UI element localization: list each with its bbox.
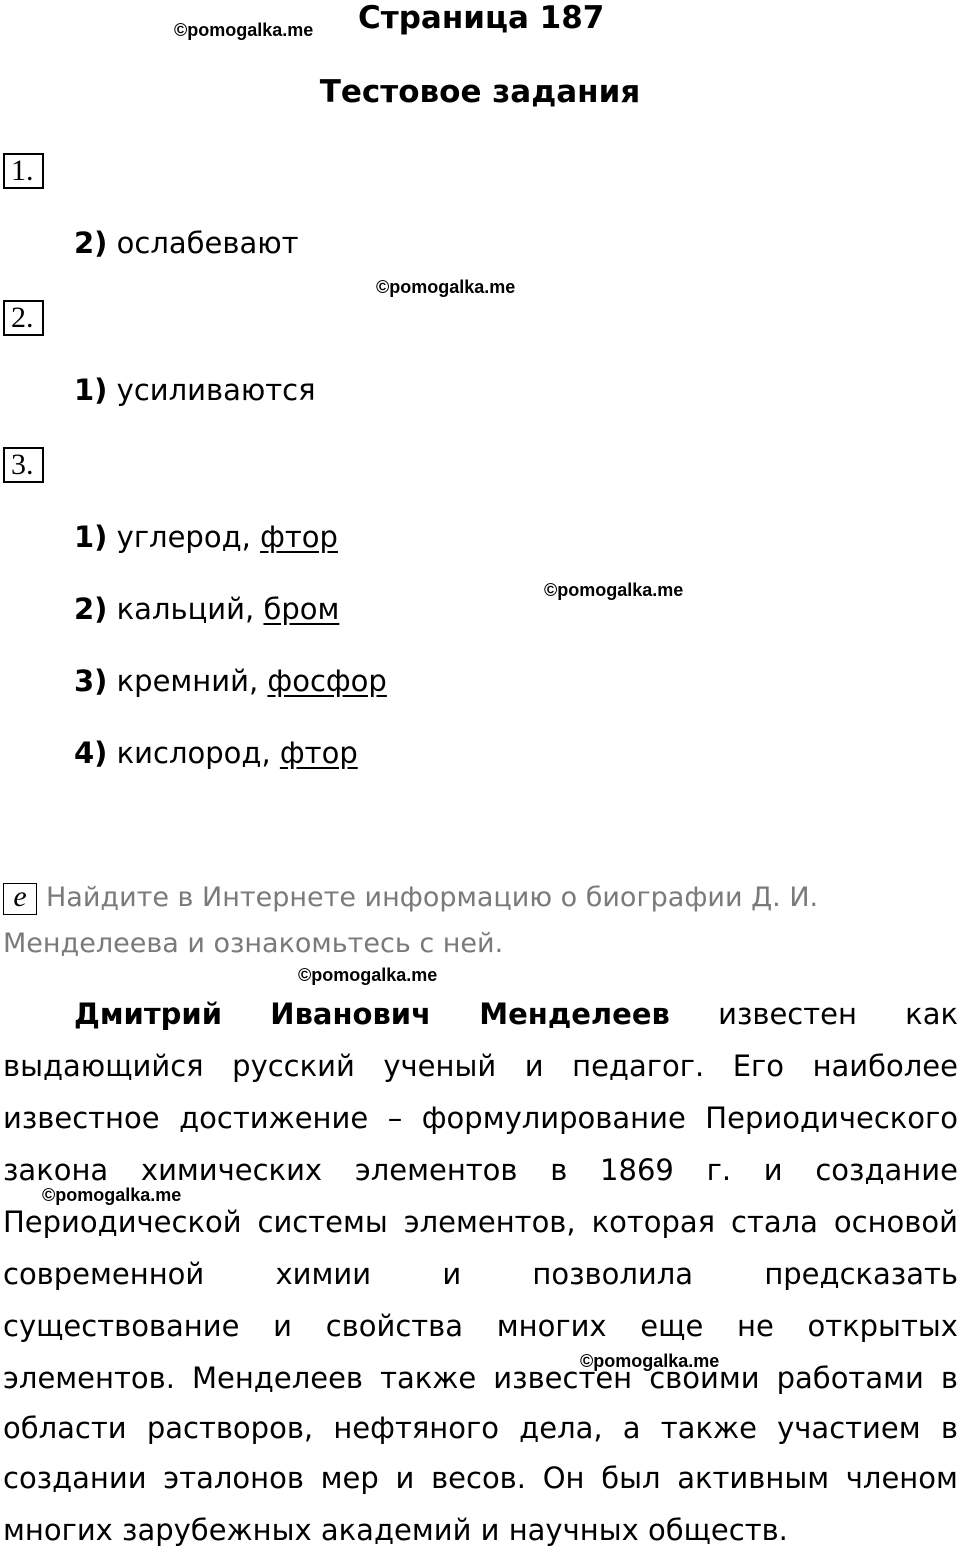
paragraph-word: позволила [532,1257,694,1291]
watermark: ©pomogalka.me [376,277,516,297]
paragraph-word: стала [731,1205,818,1239]
paragraph-word: многих зарубежных академий и научных обществ. [3,1513,788,1547]
watermark: ©pomogalka.me [580,1351,720,1371]
answer-item: 3) кремний, фосфор [74,664,387,698]
paragraph-word: закона [3,1153,109,1187]
paragraph-line [3,1360,958,1396]
paragraph-word: области [3,1411,127,1445]
paragraph-word: еще [640,1309,704,1343]
paragraph-word: эталонов [163,1461,304,1495]
paragraph-word: ученый [383,1049,497,1083]
paragraph-word: – [387,1101,403,1135]
question-number-1: 1. [3,153,44,189]
paragraph-word: а [622,1411,641,1445]
paragraph-line [3,1256,958,1292]
paragraph-word: русский [232,1049,355,1083]
paragraph-word: открытых [807,1309,958,1343]
paragraph-word: членом [845,1461,958,1495]
paragraph-word: в [550,1153,568,1187]
paragraph-word: растворов, [146,1411,314,1445]
paragraph-word: Периодического [705,1101,958,1135]
paragraph-word: своими [649,1361,760,1395]
paragraph-word: создании [3,1461,147,1495]
watermark: ©pomogalka.me [42,1185,182,1205]
paragraph-line [74,996,958,1032]
paragraph-word: в [940,1411,958,1445]
paragraph-word: создание [815,1153,958,1187]
paragraph-word: и [273,1309,293,1343]
answer-item: 1) усиливаются [74,373,316,407]
paragraph-word: не [736,1309,774,1343]
paragraph-line [3,1512,958,1548]
paragraph-word: и [763,1153,783,1187]
answer-item: 2) ослабевают [74,226,299,260]
paragraph-line [3,1048,958,1084]
paragraph-line [3,1410,958,1446]
paragraph-word: в [940,1361,958,1395]
paragraph-word: и [442,1257,462,1291]
task-text-line-2: Менделеева и ознакомьтесь с ней. [3,928,504,959]
section-title: Тестовое задания [319,74,641,110]
answer-item: 2) кальций, бром [74,592,340,626]
paragraph-word: мер [320,1461,379,1495]
paragraph-word: и [524,1049,544,1083]
paragraph-line [3,1204,958,1240]
paragraph-word: элементов, [403,1205,576,1239]
task-text-line-1: Найдите в Интернете информацию о биографии Д. И. [46,882,819,913]
paragraph-word: известен [718,997,857,1031]
paragraph-line [3,1100,958,1136]
watermark: ©pomogalka.me [298,965,438,985]
paragraph-word: основой [833,1205,958,1239]
paragraph-word: активным [677,1461,830,1495]
paragraph-word: Иванович [270,997,432,1031]
internet-task-icon: e [3,883,37,915]
paragraph-word: и [395,1461,415,1495]
answer-item: 1) углерод, фтор [74,520,338,554]
paragraph-word: дела, [519,1411,603,1445]
watermark: ©pomogalka.me [544,580,684,600]
paragraph-word: элементов [354,1153,518,1187]
paragraph-word: также [660,1411,757,1445]
paragraph-word: г. [706,1153,732,1187]
paragraph-word: существование [3,1309,240,1343]
paragraph-word: весов. [431,1461,526,1495]
paragraph-word: достижение [179,1101,369,1135]
paragraph-word: современной [3,1257,205,1291]
paragraph-word: формулирование [421,1101,686,1135]
paragraph-word: был [601,1461,661,1495]
paragraph-line [3,1460,958,1496]
paragraph-line [3,1308,958,1344]
paragraph-word: которая [591,1205,716,1239]
paragraph-word: наиболее [812,1049,958,1083]
paragraph-word: как [905,997,958,1031]
paragraph-word: также [380,1361,477,1395]
paragraph-word: педагог. [572,1049,705,1083]
paragraph-word: химических [140,1153,323,1187]
paragraph-word: свойства [325,1309,464,1343]
paragraph-line [3,1152,958,1188]
paragraph-word: Он [542,1461,585,1495]
paragraph-word: участием [777,1411,921,1445]
paragraph-word: элементов. [3,1361,175,1395]
paragraph-word: химии [275,1257,372,1291]
paragraph-word: предсказать [764,1257,958,1291]
paragraph-word: известен [493,1361,633,1395]
page-title: Страница 187 [358,0,605,36]
paragraph-word: Менделеев [479,997,670,1031]
paragraph-word: многих [496,1309,607,1343]
question-number-2: 2. [3,300,44,336]
paragraph-word: Его [732,1049,785,1083]
paragraph-word: известное [3,1101,160,1135]
watermark: ©pomogalka.me [174,20,314,40]
answer-item: 4) кислород, фтор [74,736,358,770]
paragraph-word: нефтяного [333,1411,499,1445]
question-number-3: 3. [3,447,44,483]
paragraph-word: системы [257,1205,388,1239]
paragraph-word: Менделеев [191,1361,364,1395]
paragraph-word: выдающийся [3,1049,204,1083]
paragraph-word: Дмитрий [74,997,223,1031]
paragraph-word: работами [776,1361,924,1395]
paragraph-word: 1869 [600,1153,674,1187]
paragraph-word: Периодической [3,1205,242,1239]
